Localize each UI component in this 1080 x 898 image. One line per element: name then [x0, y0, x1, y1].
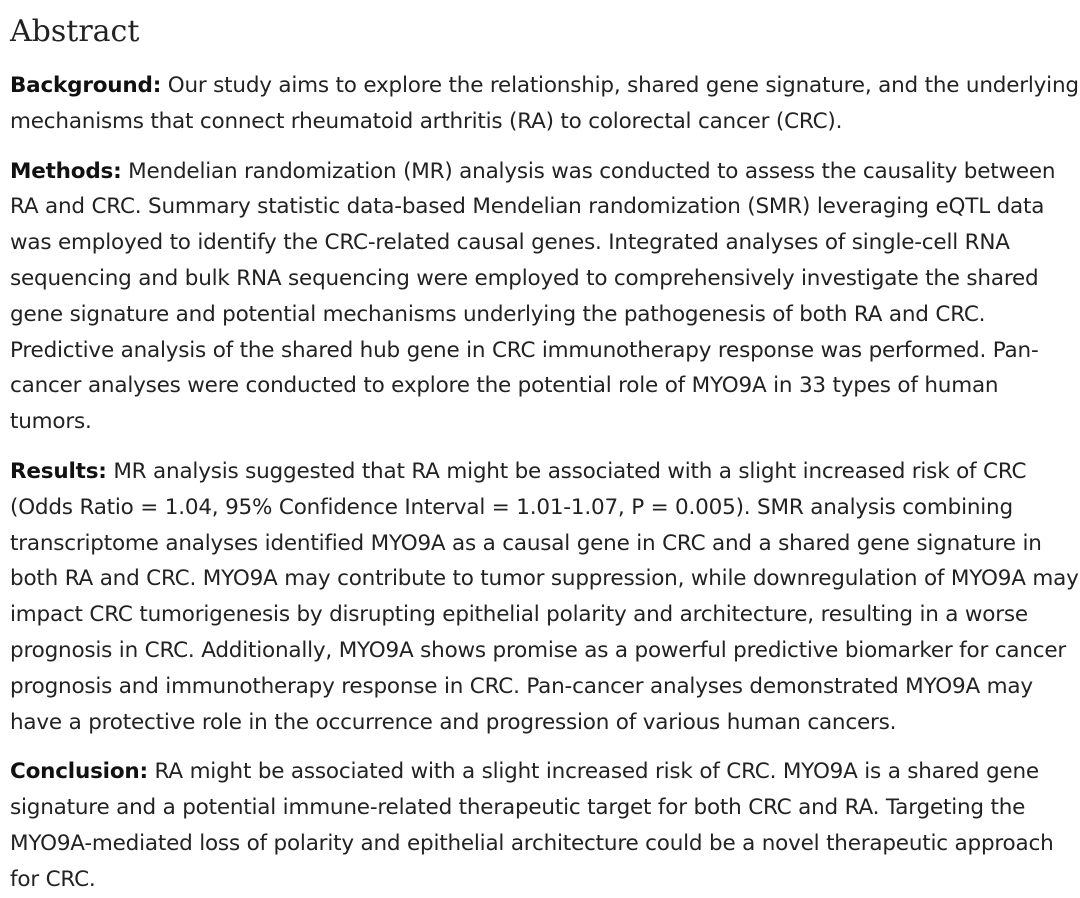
methods-label: Methods: — [10, 158, 122, 184]
methods-text: Mendelian randomization (MR) analysis was conducted to assess the causality between RA and CRC. Summary statistic data-based Mendelian randomization (SMR) leveraging eQTL data was employed to identify the CRC-related causal genes. Integrated analyses of single-cell RNA sequencing and bulk RNA sequencing were employed to comprehensively investigate the shared gene signature and potential mechanisms underlying the pathogenesis of both RA and CRC. Predictive analysis of the shared hub gene in CRC immunotherapy response was performed. Pan-cancer analyses were conducted to explore the potential role of MYO9A in 33 types of human tumors. — [10, 158, 1056, 435]
conclusion-label: Conclusion: — [10, 759, 148, 785]
background-paragraph — [10, 68, 1080, 140]
abstract-heading: Abstract — [10, 14, 140, 49]
results-paragraph — [10, 454, 1080, 740]
conclusion-paragraph — [10, 754, 1080, 897]
conclusion-text: RA might be associated with a slight increased risk of CRC. MYO9A is a shared gene signature and a potential immune-related therapeutic target for both CRC and RA. Targeting the MYO9A-mediated loss of polarity and epithelial architecture could be a novel therapeutic approach for CRC. — [10, 759, 1054, 892]
methods-paragraph — [10, 154, 1080, 440]
results-text: MR analysis suggested that RA might be associated with a slight increased risk of CRC (Odds Ratio = 1.04, 95% Confidence Interval = 1.01-1.07, P = 0.005). SMR analysis combining transcriptome analyses identified MYO9A as a causal gene in CRC and a shared gene signature in both RA and CRC. MYO9A may contribute to tumor suppression, while downregulation of MYO9A may impact CRC tumorigenesis by disrupting epithelial polarity and architecture, resulting in a worse prognosis in CRC. Additionally, MYO9A shows promise as a powerful predictive biomarker for cancer prognosis and immunotherapy response in CRC. Pan-cancer analyses demonstrated MYO9A may have a protective role in the occurrence and progression of various human cancers. — [10, 458, 1079, 735]
results-label: Results: — [10, 458, 107, 484]
background-text: Our study aims to explore the relationship, shared gene signature, and the underlying mechanisms that connect rheumatoid arthritis (RA) to colorectal cancer (CRC). — [10, 73, 1079, 134]
background-label: Background: — [10, 73, 162, 98]
